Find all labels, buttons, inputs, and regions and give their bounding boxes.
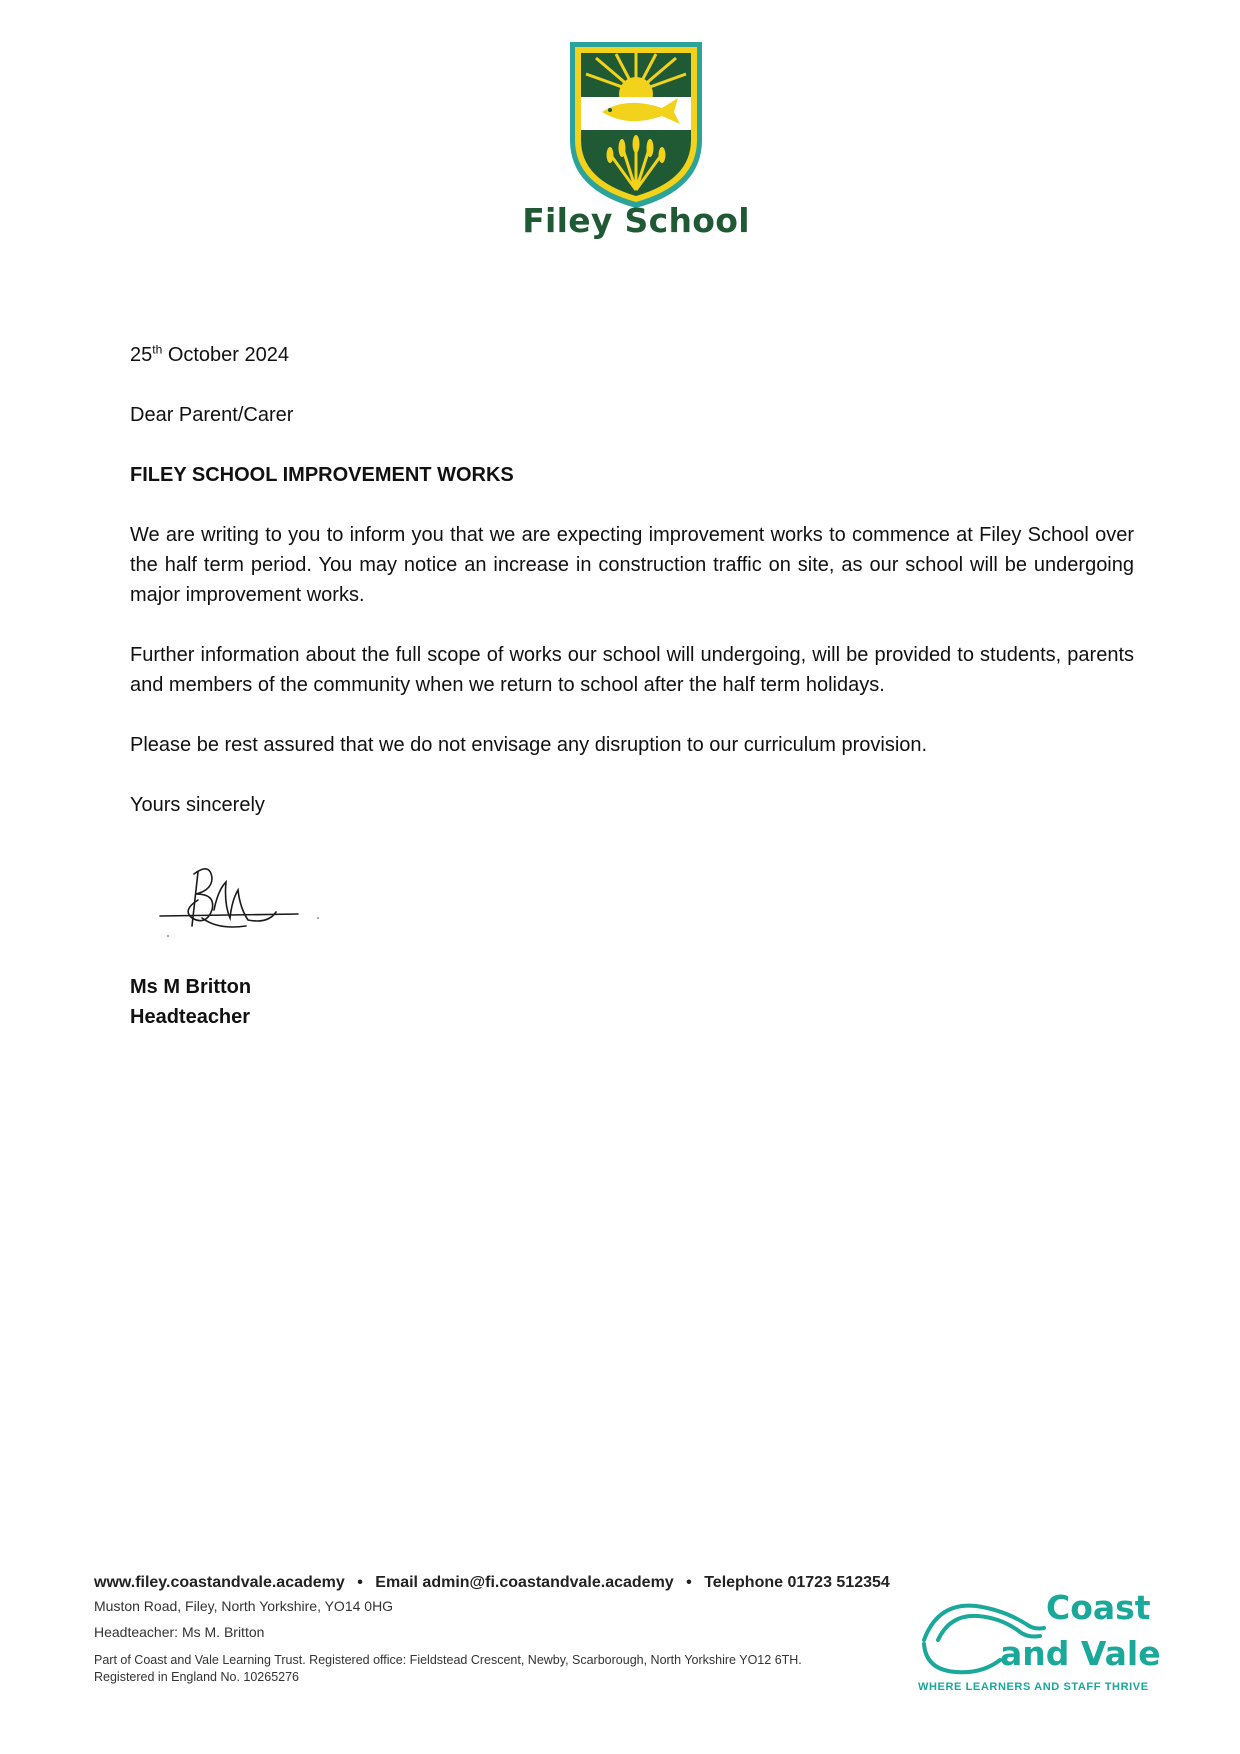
trust-logo-word: Coast (1046, 1588, 1151, 1627)
footer-trust-line: Part of Coast and Vale Learning Trust. Registered office: Fieldstead Crescent, Newby, Scarborough, North Yorkshire YO12 6TH. (94, 1653, 802, 1667)
footer-email[interactable]: Email admin@fi.coastandvale.academy (375, 1574, 674, 1591)
trust-logo-tagline: WHERE LEARNERS AND STAFF THRIVE (918, 1681, 1149, 1693)
footer (94, 1574, 934, 1686)
date-rest: October 2024 (162, 344, 290, 366)
footer-trust-info (94, 1652, 934, 1686)
school-name: Filey School (522, 201, 750, 240)
footer-headteacher: Headteacher: Ms M. Britton (94, 1624, 265, 1640)
footer-telephone: Telephone 01723 512354 (704, 1574, 890, 1591)
closing: Yours sincerely (130, 794, 265, 816)
footer-separator: • (357, 1574, 363, 1591)
letter-date (130, 340, 289, 370)
paragraph: Please be rest assured that we do not envisage any disruption to our curriculum provision. (130, 734, 928, 756)
salutation: Dear Parent/Carer (130, 404, 294, 426)
signer-title: Headteacher (130, 1006, 251, 1028)
footer-address: Muston Road, Filey, North Yorkshire, YO14 0HG (94, 1598, 394, 1614)
signature-icon (158, 860, 328, 950)
footer-trust-line: Registered in England No. 10265276 (94, 1670, 300, 1684)
date-suffix: th (152, 342, 163, 357)
signer-name: Ms M Britton (130, 976, 252, 998)
signer-block (130, 972, 251, 1032)
footer-contact (94, 1574, 934, 1592)
trust-logo-word: and Vale (1000, 1634, 1161, 1673)
paragraph: Further information about the full scope of works our school will undergoing, will be provided to students, parents and members of the community when we return to school after the half term holidays. (130, 644, 1134, 696)
date-day: 25 (130, 344, 153, 366)
footer-website[interactable]: www.filey.coastandvale.academy (94, 1574, 345, 1591)
footer-separator: • (686, 1574, 692, 1591)
school-crest-icon (566, 40, 706, 210)
letter-subject: FILEY SCHOOL IMPROVEMENT WORKS (130, 464, 514, 486)
paragraph: We are writing to you to inform you that we are expecting improvement works to commence at Filey School over the half term period. You may notice an increase in construction traffic on site, as our school will be undergoing major improvement works. (130, 524, 1134, 606)
